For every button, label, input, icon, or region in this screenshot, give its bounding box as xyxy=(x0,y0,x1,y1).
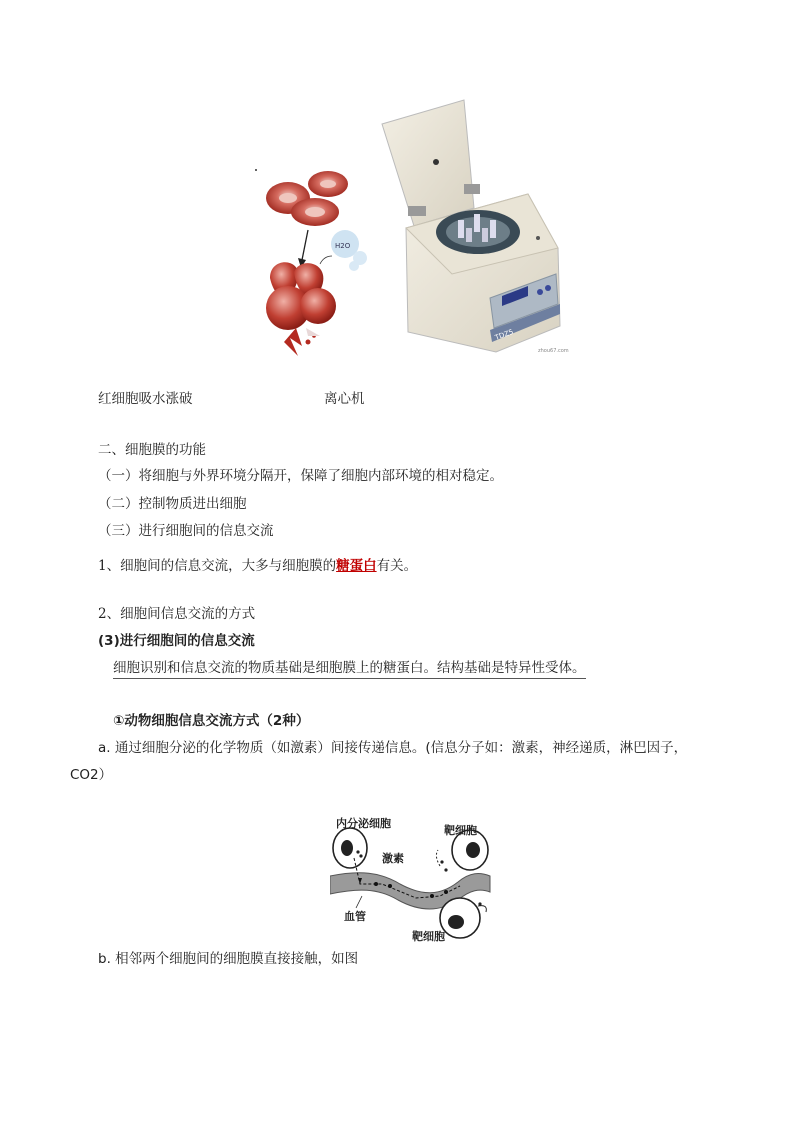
animal-title: ①动物细胞信息交流方式（2种） xyxy=(113,713,310,729)
animal-b-line: b. 相邻两个细胞间的细胞膜直接接触，如图 xyxy=(98,951,359,967)
label-hormone: 激素 xyxy=(382,852,404,865)
section-title: 二、细胞膜的功能 xyxy=(98,442,206,458)
centrifuge-figure xyxy=(378,98,578,356)
water-label: H2O xyxy=(335,242,351,250)
caption-rbc: 红细胞吸水涨破 xyxy=(98,391,193,407)
animal-a-line1: a. 通过细胞分泌的化学物质（如激素）间接传递信息。(信息分子如：激素，神经递质，淋巴因子， xyxy=(98,740,688,756)
centrifuge-model: TDZ5 xyxy=(493,327,515,342)
watermark: zhou67.com xyxy=(538,348,569,354)
function-item-3: （三）进行细胞间的信息交流 xyxy=(98,523,274,539)
point-1-after: 有关。 xyxy=(376,558,418,574)
animal-a-line2: CO2） xyxy=(70,767,113,783)
function-item-1: （一）将细胞与外界环境分隔开，保障了细胞内部环境的相对稳定。 xyxy=(98,468,503,484)
caption-centrifuge: 离心机 xyxy=(324,391,365,407)
hormone-diagram xyxy=(330,812,502,944)
point-1-highlight: 糖蛋白 xyxy=(336,558,377,574)
point-2-basis: 细胞识别和信息交流的物质基础是细胞膜上的糖蛋白。结构基础是特异性受体。 xyxy=(113,658,586,679)
label-blood-vessel: 血管 xyxy=(344,910,366,923)
label-target-cell-top: 靶细胞 xyxy=(444,824,477,837)
rbc-figure xyxy=(250,160,370,360)
point-2-title: 2、细胞间信息交流的方式 xyxy=(98,606,256,622)
label-target-cell-bottom: 靶细胞 xyxy=(412,930,445,943)
point-1-before: 1、细胞间的信息交流，大多与细胞膜的 xyxy=(98,558,337,574)
point-2-subtitle: (3)进行细胞间的信息交流 xyxy=(98,633,255,649)
point-1 xyxy=(98,556,417,576)
label-endocrine-cell: 内分泌细胞 xyxy=(336,817,391,830)
function-item-2: （二）控制物质进出细胞 xyxy=(98,496,247,512)
